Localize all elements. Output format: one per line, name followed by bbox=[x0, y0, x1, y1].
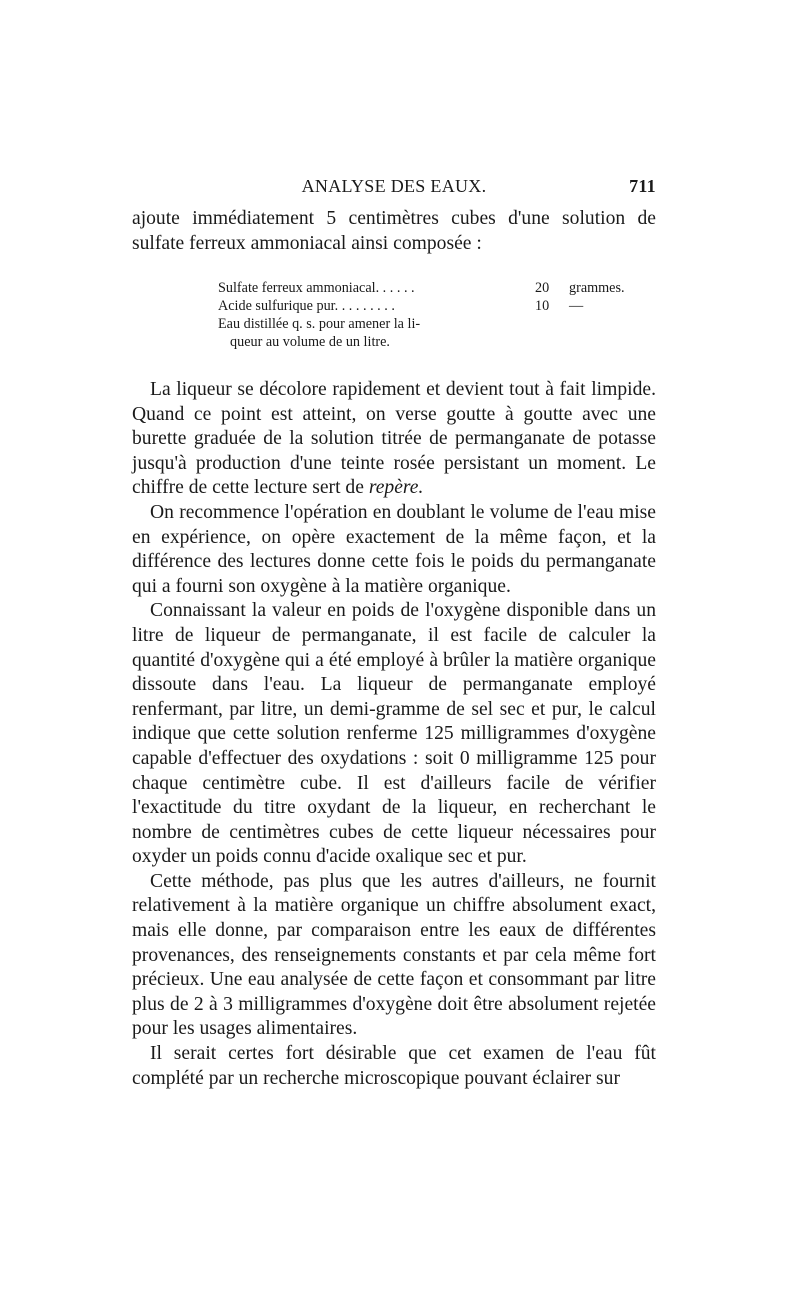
paragraph-4: Cette méthode, pas plus que les autres d'ailleurs, ne fournit relativement à la matière organique un chiffre absolument exact, mais elle donne, par comparaison entre les eaux de différentes provenances, des renseignements constants et par cela même fort précieux. Une eau analysée de cette façon et consommant par litre plus de 2 à 3 milligrammes d'oxygène doit être absolument rejetée pour les usages alimentaires. bbox=[132, 870, 656, 1040]
formula-row bbox=[218, 297, 638, 315]
paragraph-2: On recommence l'opération en doublant le volume de l'eau mise en expérience, on opère exactement de la même façon, et la différence des lectures donne cette fois le poids du permanganate qui a fourni son oxygène à la matière organique. bbox=[132, 501, 656, 597]
paragraph-1-text: La liqueur se décolore rapidement et devient tout à fait limpide. Quand ce point est atteint, on verse goutte à goutte avec une burette graduée de la solution titrée de permanganate de potasse jusqu'à production d'une teinte rosée persistant un moment. Le chiffre de cette lecture sert de bbox=[132, 379, 656, 499]
formula-unit: — bbox=[569, 298, 584, 314]
formula-note-continued: queur au volume de un litre. bbox=[230, 334, 390, 350]
formula-name: Sulfate ferreux ammoniacal. . . . . . bbox=[218, 280, 415, 296]
reagent-formula bbox=[218, 279, 638, 351]
intro-text bbox=[132, 207, 656, 256]
formula-name: Acide sulfurique pur. . . . . . . . . bbox=[218, 298, 395, 314]
intro-paragraph: ajoute immédiatement 5 centimètres cubes d'une solution de sulfate ferreux ammoniacal ainsi composée : bbox=[132, 208, 656, 254]
formula-note: Eau distillée q. s. pour amener la li- bbox=[218, 316, 421, 332]
paragraph-1-emphasis: repère. bbox=[368, 477, 424, 499]
formula-row bbox=[218, 279, 638, 297]
paragraph-5: Il serait certes fort désirable que cet examen de l'eau fût complété par un recherche microscopique pouvant éclairer sur bbox=[132, 1043, 656, 1089]
formula-qty: 20 bbox=[535, 280, 550, 296]
running-header bbox=[132, 176, 656, 200]
running-title: ANALYSE DES EAUX. bbox=[301, 176, 487, 196]
formula-qty: 10 bbox=[535, 298, 550, 314]
paragraph-1 bbox=[132, 378, 656, 501]
formula-unit: grammes. bbox=[569, 280, 625, 296]
body-text bbox=[132, 378, 656, 1091]
page-number: 711 bbox=[629, 176, 656, 196]
paragraph-3: Connaissant la valeur en poids de l'oxygène disponible dans un litre de liqueur de permanganate, il est facile de calculer la quantité d'oxygène qui a été employé à brûler la matière organique dissoute dans l'eau. La liqueur de permanganate employé renfermant, par litre, un demi-gramme de sel sec et pur, le calcul indique que cette solution renferme 125 milligrammes d'oxygène capable d'effectuer des oxydations : soit 0 milligramme 125 pour chaque centimètre cube. Il est d'ailleurs facile de vérifier l'exactitude du titre oxydant de la liqueur, en recherchant le nombre de centimètres cubes de cette liqueur nécessaires pour oxyder un poids connu d'acide oxalique sec et pur. bbox=[132, 600, 656, 868]
